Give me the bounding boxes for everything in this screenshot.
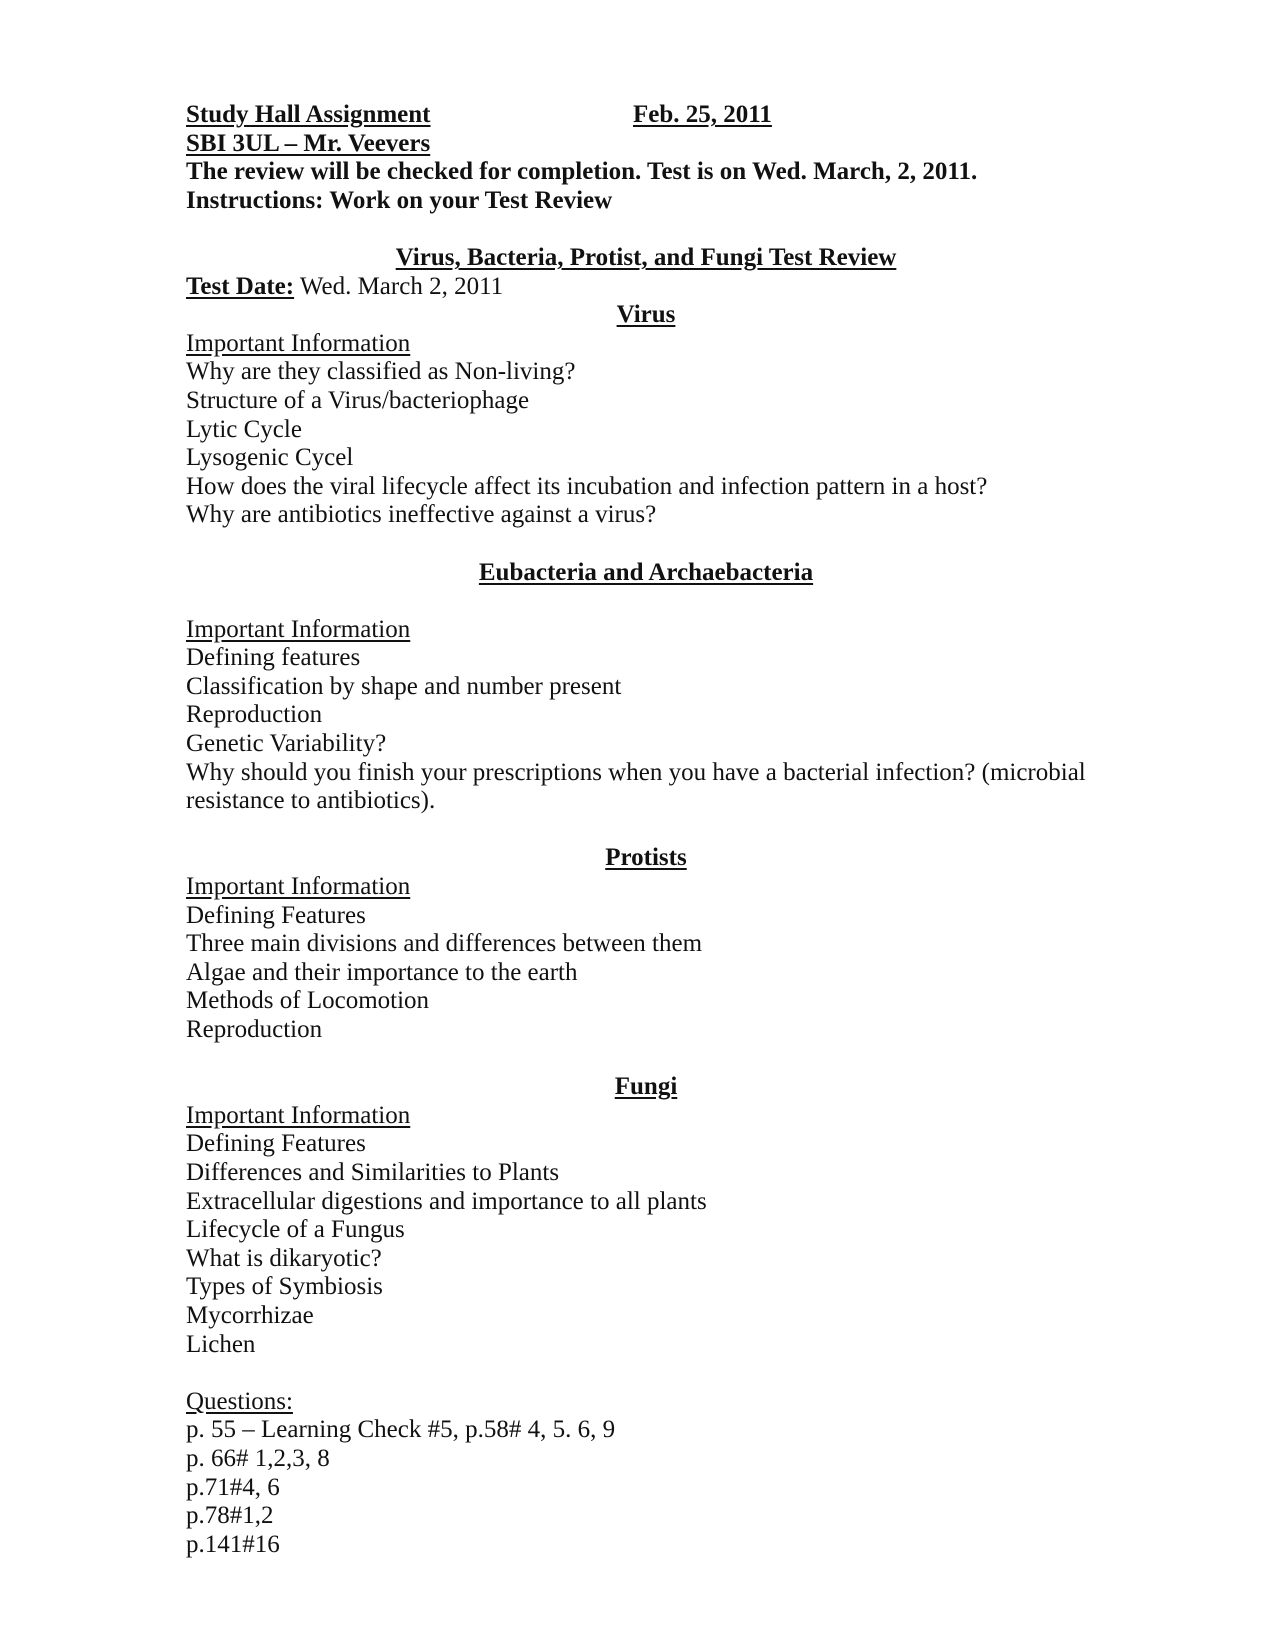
list-item: Reproduction (186, 1016, 323, 1043)
list-item: Mycorrhizae (186, 1301, 314, 1329)
completion-note: The review will be checked for completion. Test is on Wed. March, 2, 2011. (186, 158, 978, 186)
list-item: Methods of Locomotion (186, 987, 430, 1015)
spacer (186, 1045, 1106, 1074)
list-item: Types of Symbiosis (186, 1273, 383, 1301)
list-item: Lichen (186, 1330, 256, 1358)
test-date-label: Test Date: (186, 272, 295, 300)
test-date-line (186, 273, 1106, 302)
spacer (186, 215, 1106, 244)
virus-heading-line (186, 301, 1106, 330)
review-title-line (186, 244, 1106, 273)
spacer (186, 530, 1106, 559)
question-item: p.71#4, 6 (186, 1473, 280, 1501)
list-item: Why are antibiotics ineffective against a virus? (186, 501, 657, 529)
list-item: Reproduction (186, 701, 323, 729)
list-item: How does the viral lifecycle affect its incubation and infection pattern in a host? (186, 472, 988, 500)
list-item: What is dikaryotic? (186, 1244, 382, 1272)
bacteria-subheading-line (186, 616, 1106, 645)
list-item: Defining Features (186, 901, 366, 929)
bacteria-heading: Eubacteria and Archaebacteria (478, 558, 814, 586)
protists-heading: Protists (605, 844, 687, 872)
list-item: Algae and their importance to the earth (186, 958, 578, 986)
list-item: Lysogenic Cycel (186, 444, 354, 472)
bacteria-subheading: Important Information (186, 615, 411, 643)
virus-subheading-line (186, 330, 1106, 359)
questions-heading-line (186, 1388, 1106, 1417)
fungi-heading-line (186, 1073, 1106, 1102)
instructions: Instructions: Work on your Test Review (186, 186, 613, 214)
question-item: p.141#16 (186, 1530, 280, 1558)
header-title-row (186, 101, 1106, 130)
fungi-subheading: Important Information (186, 1101, 411, 1129)
protists-heading-line (186, 844, 1106, 873)
list-item: Why should you finish your prescriptions when you have a bacterial infection? (microbial (186, 758, 1086, 786)
protists-subheading: Important Information (186, 873, 411, 901)
review-title: Virus, Bacteria, Protist, and Fungi Test Review (395, 243, 897, 271)
spacer (186, 816, 1106, 845)
fungi-subheading-line (186, 1102, 1106, 1131)
virus-heading: Virus (616, 301, 676, 329)
list-item: Structure of a Virus/bacteriophage (186, 386, 530, 414)
list-item: Differences and Similarities to Plants (186, 1158, 560, 1186)
questions-heading: Questions: (186, 1387, 293, 1415)
question-item: p. 55 – Learning Check #5, p.58# 4, 5. 6, 9 (186, 1416, 616, 1444)
virus-subheading: Important Information (186, 329, 411, 357)
spacer (186, 587, 1106, 616)
question-item: p.78#1,2 (186, 1502, 274, 1530)
list-item: Extracellular digestions and importance to all plants (186, 1187, 707, 1215)
document-page (186, 101, 1106, 1559)
list-item: Three main divisions and differences between them (186, 930, 703, 958)
list-item: Lifecycle of a Fungus (186, 1216, 405, 1244)
list-item: Why are they classified as Non-living? (186, 358, 576, 386)
spacer (186, 1359, 1106, 1388)
list-item: Classification by shape and number present (186, 672, 622, 700)
protists-subheading-line (186, 873, 1106, 902)
list-item: resistance to antibiotics). (186, 787, 436, 815)
course-line (186, 130, 1106, 159)
list-item: Lytic Cycle (186, 415, 302, 443)
list-item: Genetic Variability? (186, 730, 387, 758)
list-item: Defining features (186, 644, 361, 672)
bacteria-heading-line (186, 559, 1106, 588)
fungi-heading: Fungi (614, 1073, 678, 1101)
assignment-title: Study Hall Assignment (186, 101, 431, 128)
assignment-date: Feb. 25, 2011 (633, 101, 772, 128)
question-item: p. 66# 1,2,3, 8 (186, 1444, 330, 1472)
test-date-value: Wed. March 2, 2011 (294, 272, 504, 300)
course-name: SBI 3UL – Mr. Veevers (186, 129, 431, 157)
list-item: Defining Features (186, 1130, 366, 1158)
